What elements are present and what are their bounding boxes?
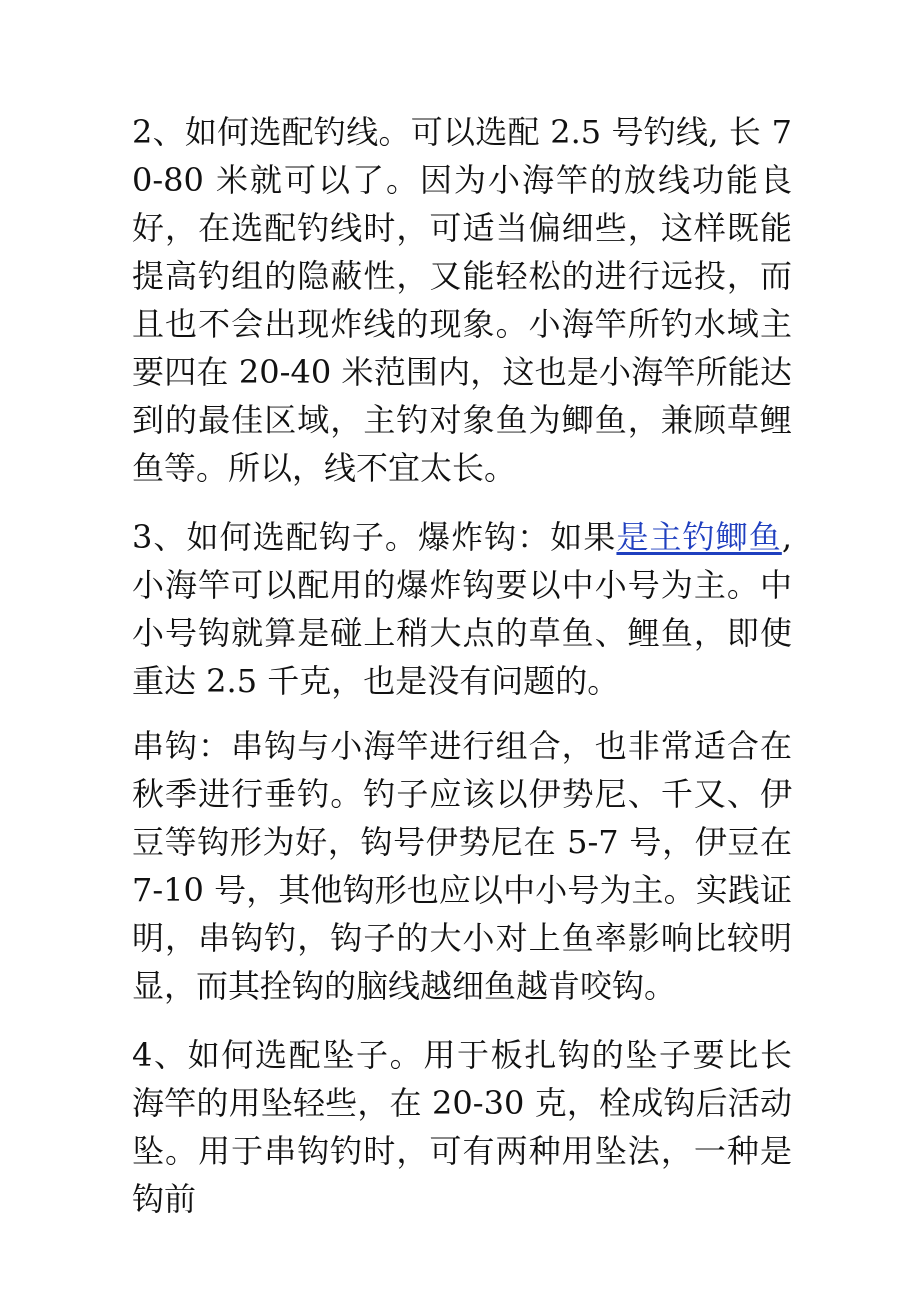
document-page [132,108,792,1244]
paragraph-hooks [132,513,792,705]
paragraph-hooks-rest: , 小海竿可以配用的爆炸钩要以中小号为主。中小号钩就算是碰上稍大点的草鱼、鲤鱼，即使重达 2.5 千克，也是没有问题的。 [132,518,792,700]
paragraph-fishing-line: 2、如何选配钓线。可以选配 2.5 号钓线, 长 70-80 米就可以了。因为小海竿的放线功能良好，在选配钓线时，可适当偏细些，这样既能提高钓组的隐蔽性，又能轻松的进行远投，而且也不会出现炸线的现象。小海竿所钓水域主要四在 20-40 米范围内，这也是小海竿所能达到的最佳区域，主钓对象鱼为鲫鱼，兼顾草鲤鱼等。所以，线不宜太长。 [132,113,792,487]
paragraph-string-hooks: 串钩：串钩与小海竿进行组合，也非常适合在秋季进行垂钓。钓子应该以伊势尼、千又、伊豆等钩形为好，钩号伊势尼在 5-7 号，伊豆在 7-10 号，其他钩形也应以中小号为主。实践证明，串钩钓，钩子的大小对上鱼率影响比较明显，而其拴钩的脑线越细鱼越肯咬钩。 [132,727,792,1005]
paragraph-sinkers: 4、如何选配坠子。用于板扎钩的坠子要比长海竿的用坠轻些，在 20-30 克，栓成钩后活动坠。用于串钩钓时，可有两种用坠法，一种是钩前 [132,1036,792,1218]
crucian-carp-link[interactable]: 是主钓鲫鱼 [616,518,782,556]
paragraph-hooks-lead: 3、如何选配钩子。爆炸钩：如果 [132,518,617,556]
